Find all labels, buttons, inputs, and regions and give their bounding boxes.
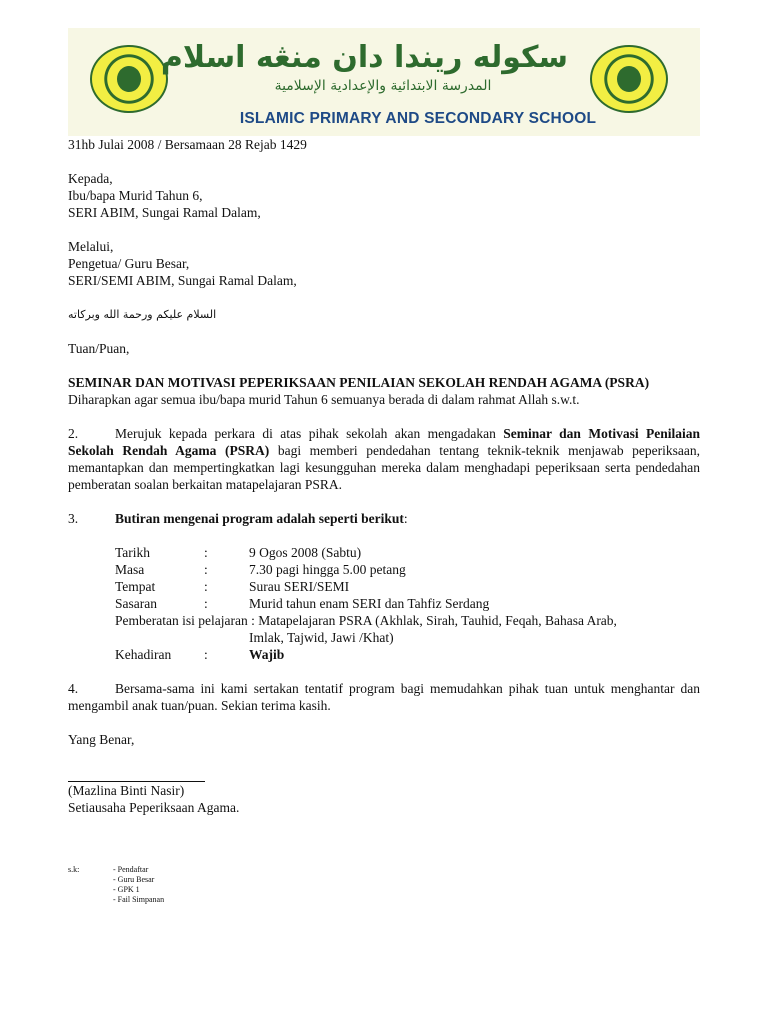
recipient-line: Ibu/bapa Murid Tahun 6,: [68, 188, 203, 203]
subjects-line: Pemberatan isi pelajaran : Matapelajaran PSRA (Akhlak, Sirah, Tauhid, Feqah, Bahasa Arab,: [115, 613, 617, 628]
via-block: [68, 238, 700, 289]
detail-value: Wajib: [249, 647, 285, 662]
paragraph-2-bold: Seminar dan Motivasi Penilaian Sekolah Rendah Agama (PSRA): [68, 426, 700, 458]
closing: Yang Benar,: [68, 732, 135, 747]
detail-separator: :: [204, 562, 208, 577]
detail-separator: :: [204, 596, 208, 611]
school-emblem-right: [590, 45, 668, 113]
paragraph-3-colon: :: [403, 511, 408, 526]
detail-row: [115, 561, 700, 578]
paragraph-2: [68, 425, 700, 493]
detail-value: Surau SERI/SEMI: [249, 579, 350, 594]
cc-item: - Pendaftar: [113, 865, 149, 874]
detail-label: Sasaran: [115, 596, 157, 611]
cc-item: - Fail Simpanan: [113, 895, 165, 904]
via-line: Pengetua/ Guru Besar,: [68, 256, 190, 271]
paragraph-number: 4.: [68, 681, 79, 696]
recipient-line: Kepada,: [68, 171, 113, 186]
arabic-greeting: السلام عليكم ورحمة الله وبركاته: [68, 308, 217, 321]
detail-label: Masa: [115, 562, 145, 577]
salutation: Tuan/Puan,: [68, 341, 130, 356]
paragraph-3-heading: Butiran mengenai program adalah seperti berikut: [115, 511, 404, 526]
detail-value: 9 Ogos 2008 (Sabtu): [249, 545, 362, 560]
letterhead: [68, 28, 700, 136]
arabic-school-title: سكوله ريندا دان منڠه اسلام: [160, 40, 568, 75]
paragraph-2-text-before: Merujuk kepada perkara di atas pihak sekolah akan mengadakan: [115, 426, 504, 441]
cc-item: - GPK 1: [113, 885, 140, 894]
detail-value: 7.30 pagi hingga 5.00 petang: [249, 562, 406, 577]
detail-row: [115, 595, 700, 612]
opening-paragraph: Diharapkan agar semua ibu/bapa murid Tahun 6 semuanya berada di dalam rahmat Allah s.w.t.: [68, 392, 580, 407]
recipient-block: [68, 170, 700, 221]
detail-label: Tarikh: [115, 545, 151, 560]
signature-line: [68, 765, 205, 782]
details-table: [115, 544, 700, 663]
paragraph-3: [68, 510, 700, 527]
detail-label: Kehadiran: [115, 647, 172, 662]
via-line: Melalui,: [68, 239, 114, 254]
school-name: ISLAMIC PRIMARY AND SECONDARY SCHOOL: [239, 110, 597, 127]
paragraph-2-text-after: bagi memberi pendedahan tentang teknik-teknik menjawab peperiksaan, memantapkan dan mempertingkatkan lagi kesungguhan mereka dalam menghadapi peperiksaan serta pendedahan pemberatan soalan berkaitan matapelajaran PSRA.: [68, 443, 700, 492]
detail-row: [115, 646, 700, 663]
detail-separator: :: [204, 647, 208, 662]
paragraph-4: [68, 680, 700, 714]
letter-date: 31hb Julai 2008 / Bersamaan 28 Rejab 1429: [68, 137, 307, 152]
cc-items: [113, 865, 164, 905]
arabic-school-subtitle: المدرسة الابتدائية والإعدادية الإسلامية: [274, 78, 492, 94]
paragraph-4-text: Bersama-sama ini kami sertakan tentatif program bagi memudahkan pihak tuan untuk menghantar dan mengambil anak tuan/puan. Sekian terima kasih.: [68, 681, 700, 713]
detail-value: Murid tahun enam SERI dan Tahfiz Serdang: [249, 596, 490, 611]
recipient-line: SERI ABIM, Sungai Ramal Dalam,: [68, 205, 261, 220]
detail-label: Tempat: [115, 579, 156, 594]
cc-item: - Guru Besar: [113, 875, 155, 884]
letter-subject: SEMINAR DAN MOTIVASI PEPERIKSAAN PENILAIAN SEKOLAH RENDAH AGAMA (PSRA): [68, 375, 650, 390]
school-emblem-left: [90, 45, 168, 113]
detail-separator: :: [204, 545, 208, 560]
subjects-line-continued: Imlak, Tajwid, Jawi /Khat): [249, 630, 394, 645]
cc-label: s.k:: [68, 865, 80, 874]
via-line: SERI/SEMI ABIM, Sungai Ramal Dalam,: [68, 273, 297, 288]
signatory-title: Setiausaha Peperiksaan Agama.: [68, 800, 240, 815]
detail-separator: :: [204, 579, 208, 594]
detail-row: [115, 544, 700, 561]
signatory-name: (Mazlina Binti Nasir): [68, 783, 185, 798]
detail-row: [115, 578, 700, 595]
paragraph-number: 3.: [68, 511, 79, 526]
paragraph-number: 2.: [68, 426, 79, 441]
letter-body: [68, 136, 700, 816]
